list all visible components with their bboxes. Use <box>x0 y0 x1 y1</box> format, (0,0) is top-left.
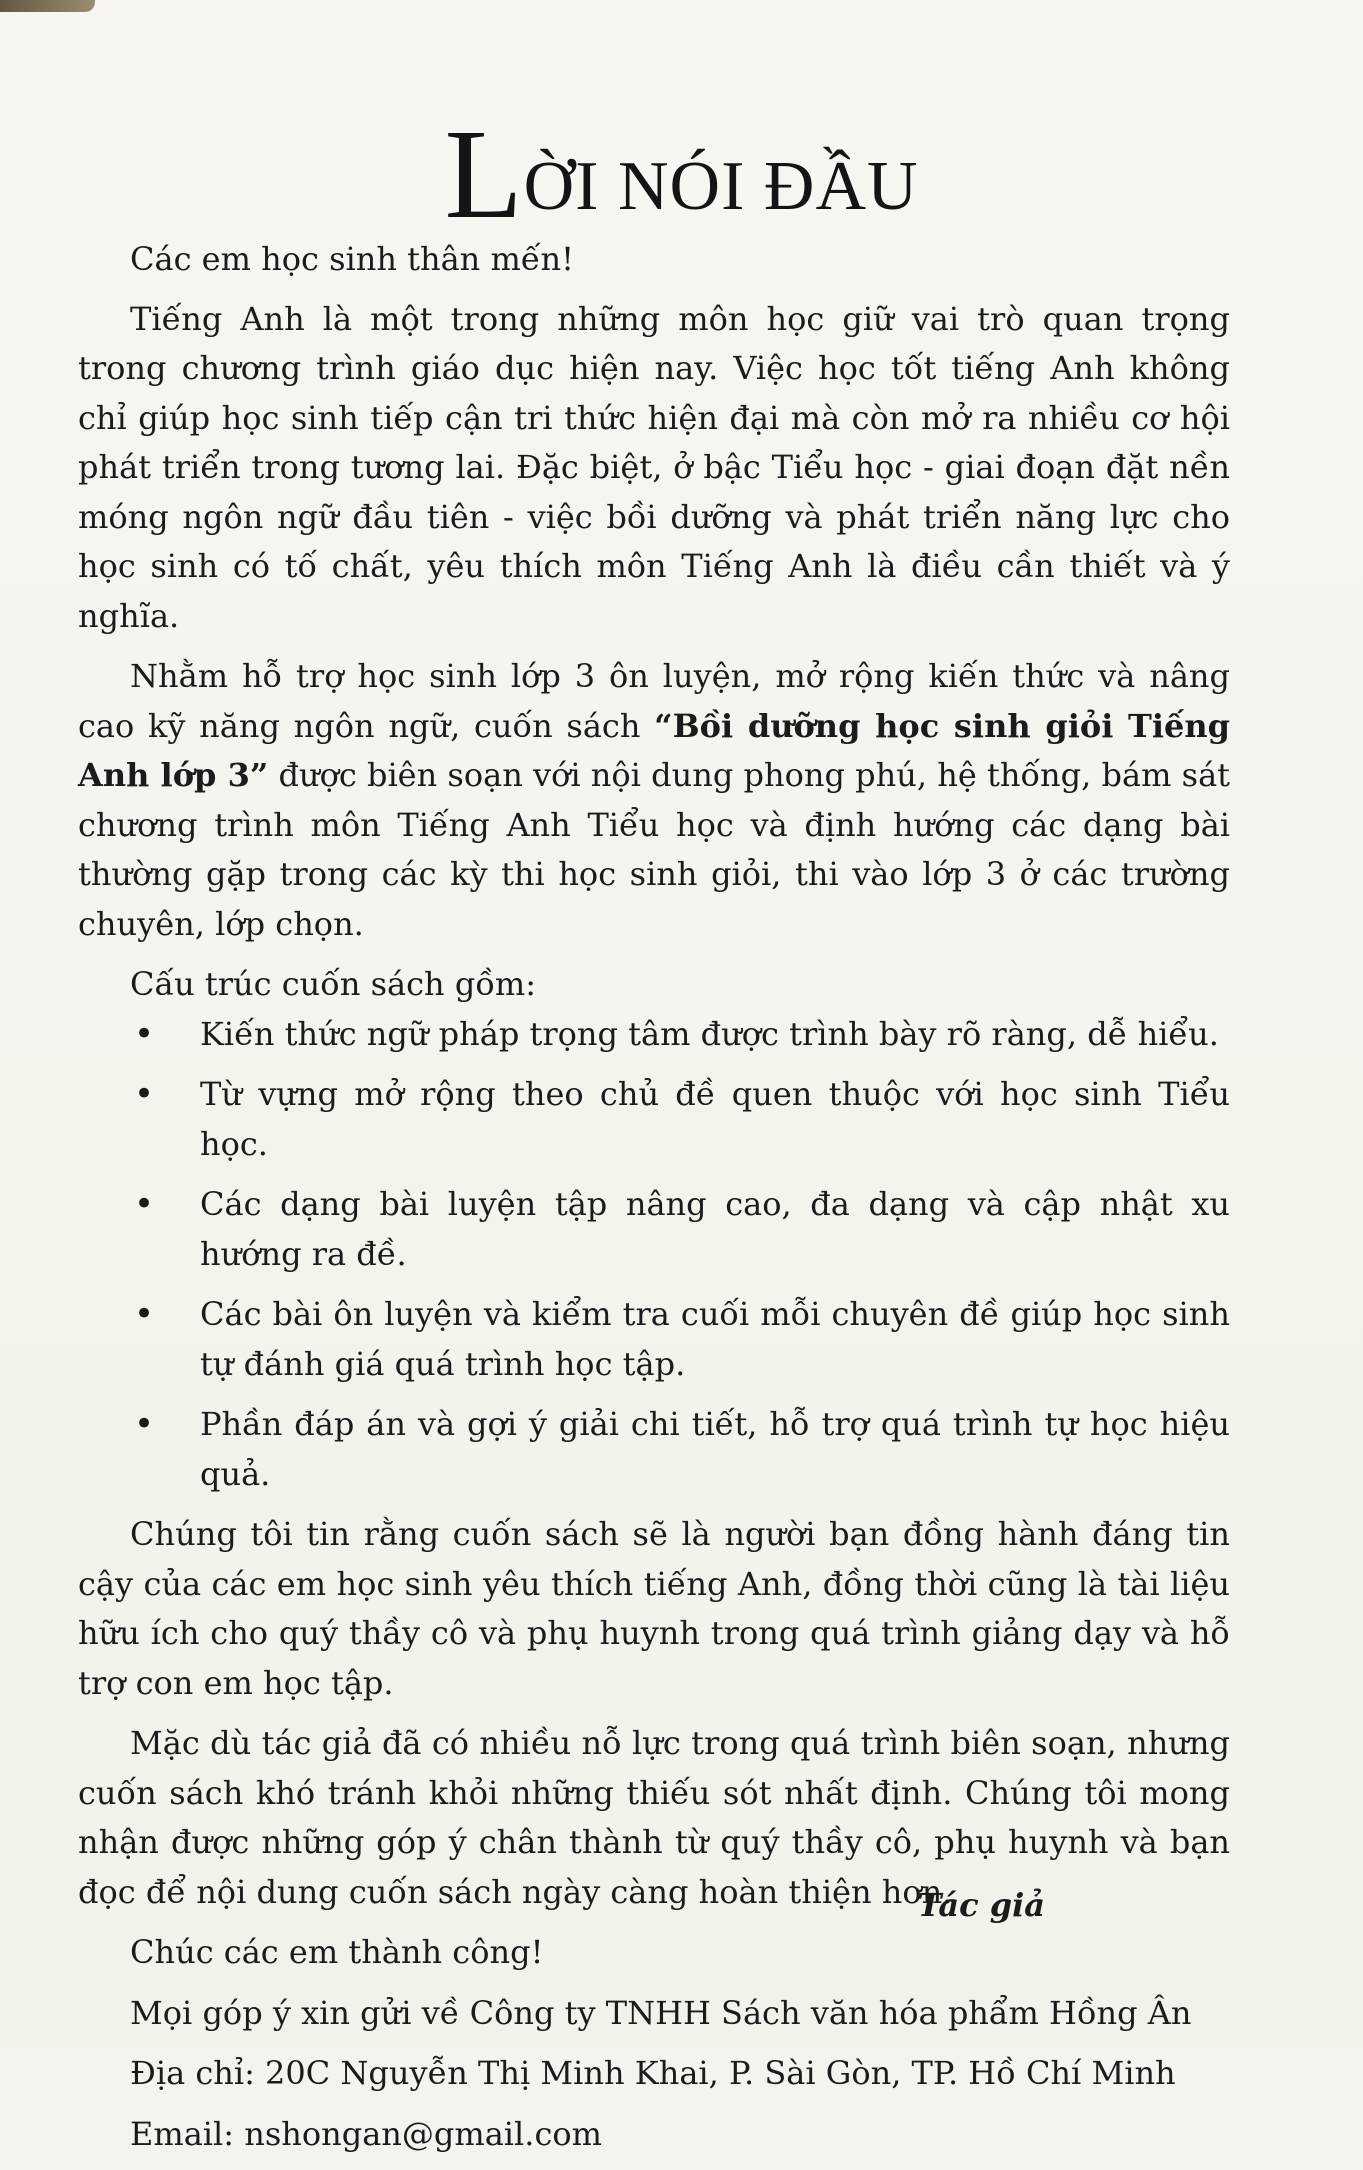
contact-company: Mọi góp ý xin gửi về Công ty TNHH Sách văn hóa phẩm Hồng Ân <box>130 1993 1192 2032</box>
preface-body <box>78 235 1230 2170</box>
title-rest: ỜI NÓI ĐẦU <box>523 148 919 225</box>
closing-paragraph-2: Mặc dù tác giả đã có nhiều nỗ lực trong quá trình biên soạn, nhưng cuốn sách khó tránh khỏi những thiếu sót nhất định. Chúng tôi mong nhận được những góp ý chân thành từ quý thầy cô, phụ huynh và bạn đọc để nội dung cuốn sách ngày càng hoàn thiện hơn. <box>78 1724 1230 1911</box>
list-item: • Kiến thức ngữ pháp trọng tâm được trình bày rõ ràng, dễ hiểu. <box>78 1010 1230 1060</box>
list-item: • Từ vựng mở rộng theo chủ đề quen thuộc với học sinh Tiểu học. <box>78 1070 1230 1169</box>
contact-email: Email: nshongan@gmail.com <box>130 2114 602 2153</box>
wish-line: Chúc các em thành công! <box>130 1933 544 1971</box>
greeting: Các em học sinh thân mến! <box>130 240 574 278</box>
page-corner-edge <box>0 0 95 12</box>
paragraph-2 <box>78 652 1230 949</box>
book-title: “Bồi dưỡng học sinh giỏi Tiếng Anh lớp 3” <box>78 706 1231 794</box>
title-dropcap: L <box>444 103 524 245</box>
structure-label: Cấu trúc cuốn sách gồm: <box>130 965 537 1003</box>
paragraph-2-after: được biên soạn với nội dung phong phú, hệ thống, bám sát chương trình môn Tiếng Anh Tiểu học và định hướng các dạng bài thường gặp trong các kỳ thi học sinh giỏi, thi vào lớp 3 ở các trường chuyên, lớp chọn. <box>78 756 1231 943</box>
page-title <box>0 103 1363 245</box>
list-item: • Các dạng bài luyện tập nâng cao, đa dạng và cập nhật xu hướng ra đề. <box>78 1180 1230 1279</box>
closing-paragraph-1: Chúng tôi tin rằng cuốn sách sẽ là người bạn đồng hành đáng tin cậy của các em học sinh yêu thích tiếng Anh, đồng thời cũng là tài liệu hữu ích cho quý thầy cô và phụ huynh trong quá trình giảng dạy và hỗ trợ con em học tập. <box>78 1515 1230 1702</box>
author-signature: Tác giả <box>917 1886 1045 1924</box>
paragraph-1: Tiếng Anh là một trong những môn học giữ vai trò quan trọng trong chương trình giáo dục hiện nay. Việc học tốt tiếng Anh không chỉ giúp học sinh tiếp cận tri thức hiện đại mà còn mở ra nhiều cơ hội phát triển trong tương lai. Đặc biệt, ở bậc Tiểu học - giai đoạn đặt nền móng ngôn ngữ đầu tiên - việc bồi dưỡng và phát triển năng lực cho học sinh có tố chất, yêu thích môn Tiếng Anh là điều cần thiết và ý nghĩa. <box>78 299 1230 635</box>
structure-list <box>78 1010 1230 1500</box>
contact-block <box>78 1928 1230 2159</box>
list-item: • Phần đáp án và gợi ý giải chi tiết, hỗ trợ quá trình tự học hiệu quả. <box>78 1400 1230 1499</box>
list-item: • Các bài ôn luyện và kiểm tra cuối mỗi chuyên đề giúp học sinh tự đánh giá quá trình học tập. <box>78 1290 1230 1389</box>
paragraph-2-before: Nhằm hỗ trợ học sinh lớp 3 ôn luyện, mở rộng kiến thức và nâng cao kỹ năng ngôn ngữ, cuốn sách <box>78 657 1230 745</box>
contact-address: Địa chỉ: 20C Nguyễn Thị Minh Khai, P. Sài Gòn, TP. Hồ Chí Minh <box>130 2054 1176 2092</box>
